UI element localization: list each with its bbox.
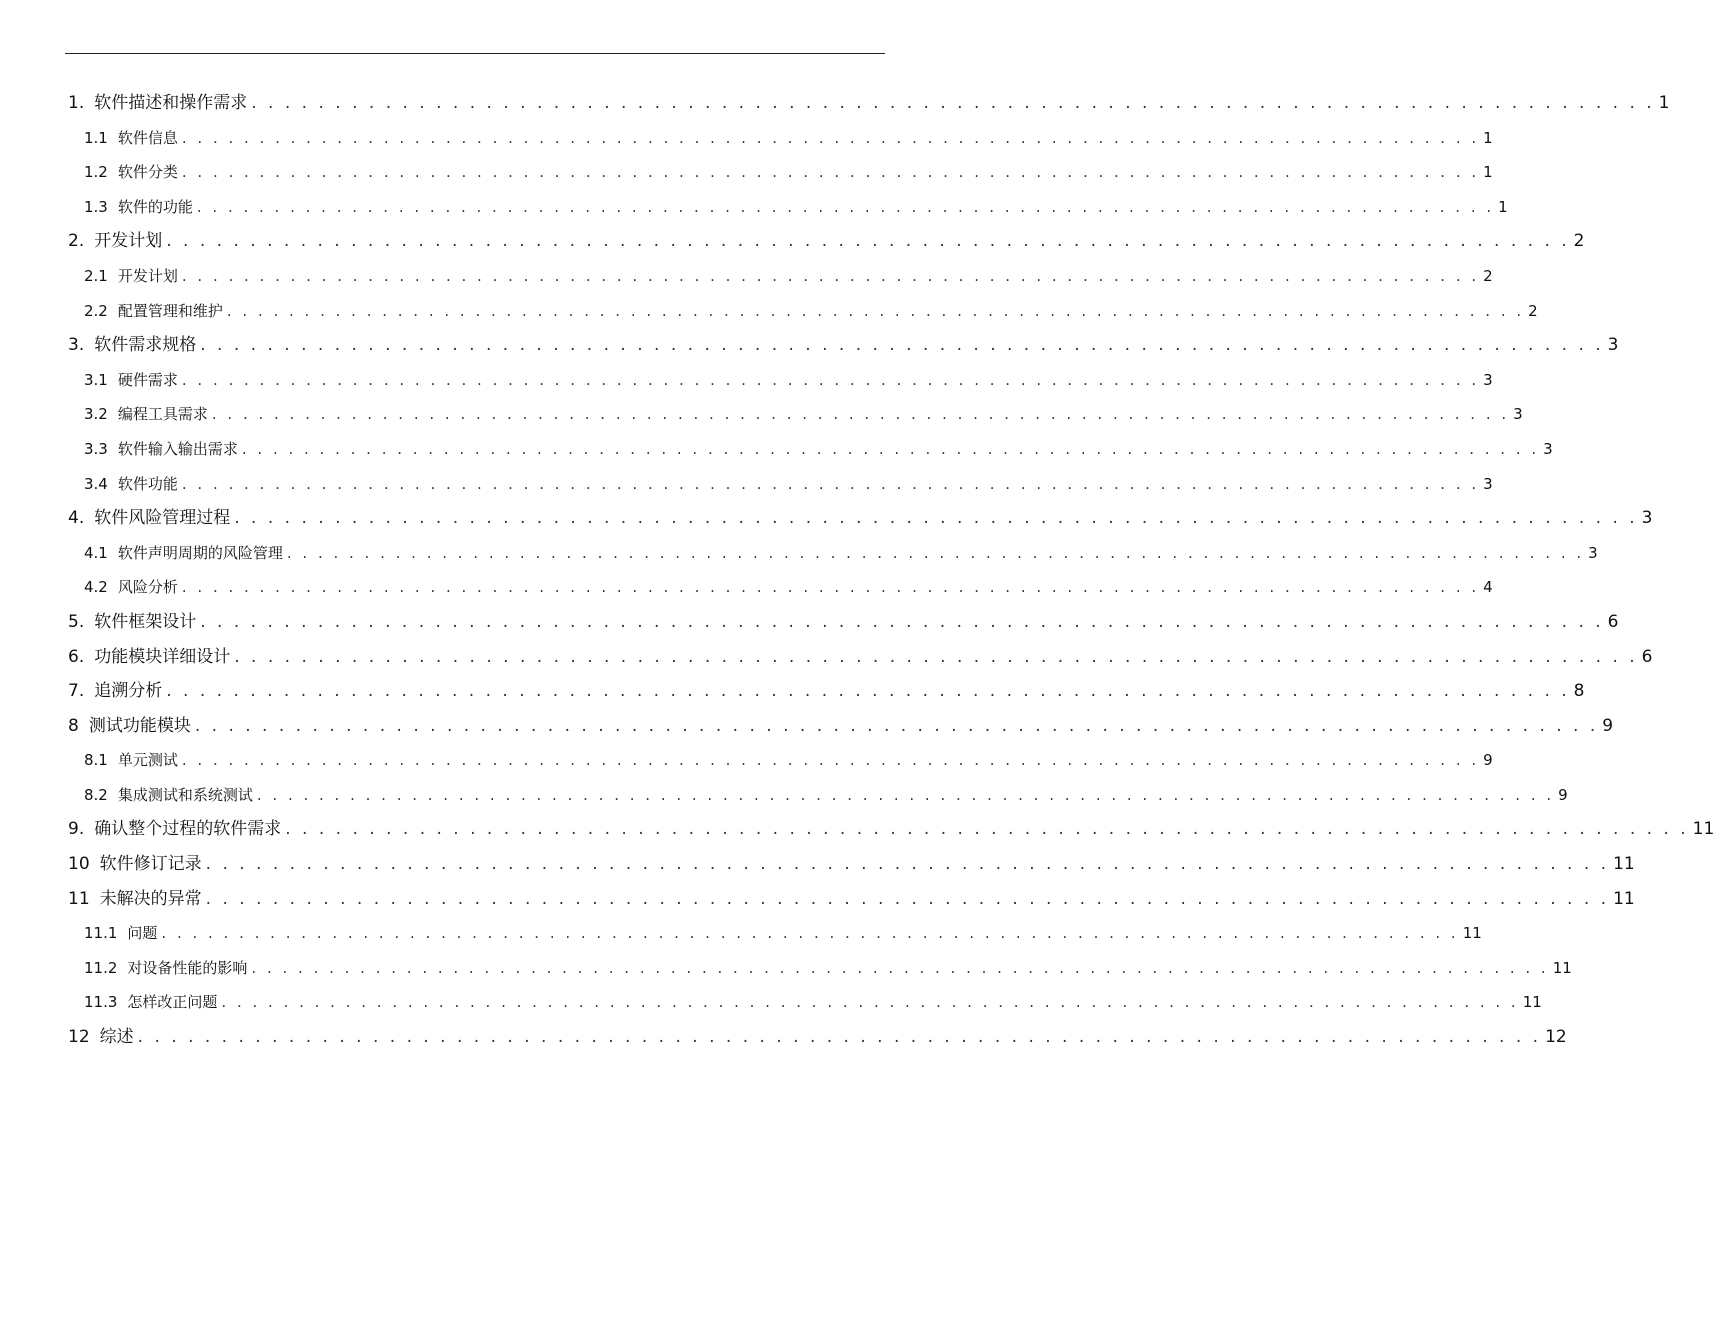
toc-entry[interactable] (0, 432, 1553, 467)
toc-dot-leader: . . . . . . . . . . . . . . . . . . . . . . . . . . . . . . . . . . . . . . . . . . . . . . . . . . . . . . . . . . . . . . . . . . . . . . . . . . . . . . . . . . . . (166, 231, 1570, 252)
toc-entry[interactable] (0, 847, 1635, 882)
toc-entry-number: 2.2 (84, 301, 108, 320)
table-of-contents (0, 86, 1714, 1055)
toc-entry-title: 软件功能 (117, 474, 178, 493)
toc-dot-leader: . . . . . . . . . . . . . . . . . . . . . . . . . . . . . . . . . . . . . . . . . . . . . . . . . . . . . . . . . . . . . . . . . . . . . . . . . . . . . . . . . . . . (285, 819, 1689, 840)
toc-entry[interactable] (0, 1020, 1567, 1055)
toc-entry[interactable] (0, 674, 1585, 709)
toc-entry[interactable] (0, 467, 1493, 502)
toc-entry-number: 12 (68, 1027, 90, 1048)
toc-entry-page-number: 9 (1483, 751, 1493, 770)
toc-entry[interactable] (0, 778, 1568, 813)
toc-entry-page-number: 3 (1483, 474, 1493, 493)
toc-entry-title: 对设备性能的影响 (127, 958, 248, 977)
toc-entry-number: 1.2 (84, 163, 108, 182)
toc-entry-page-number: 11 (1613, 888, 1635, 909)
toc-entry-title: 软件声明周期的风险管理 (117, 543, 283, 562)
toc-dot-leader: . . . . . . . . . . . . . . . . . . . . . . . . . . . . . . . . . . . . . . . . . . . . . . . . . . . . . . . . . . . . . . . . . . . . . . . . . . . . . . . . . . . . (234, 508, 1638, 529)
toc-entry[interactable] (0, 812, 1714, 847)
toc-entry-title: 集成测试和系统测试 (117, 785, 253, 804)
toc-entry-title: 单元测试 (117, 751, 178, 770)
toc-entry-page-number: 3 (1543, 439, 1553, 458)
toc-entry-number: 3.2 (84, 405, 108, 424)
toc-entry-page-number: 4 (1483, 578, 1493, 597)
toc-dot-leader: . . . . . . . . . . . . . . . . . . . . . . . . . . . . . . . . . . . . . . . . . . . . . . . . . . . . . . . . . . . . . . . . . . . . . . . . . . . . . . . . . . . . (251, 93, 1655, 113)
toc-entry[interactable] (0, 951, 1572, 986)
toc-entry-page-number: 1 (1483, 163, 1493, 182)
toc-entry-title: 软件框架设计 (94, 611, 197, 632)
toc-entry[interactable] (0, 709, 1614, 744)
toc-entry-number: 3.3 (84, 439, 108, 458)
toc-entry-page-number: 11 (1613, 854, 1635, 875)
toc-entry-number: 8.2 (84, 785, 108, 804)
toc-entry[interactable] (0, 536, 1598, 571)
toc-entry[interactable] (0, 328, 1619, 363)
toc-entry-number: 1.1 (84, 128, 108, 147)
toc-entry[interactable] (0, 190, 1508, 225)
toc-entry-number: 11.3 (84, 993, 118, 1012)
toc-entry[interactable] (0, 121, 1493, 156)
toc-entry-number: 11 (68, 888, 90, 909)
toc-entry-number: 3.4 (84, 474, 108, 493)
toc-entry-number: 11.2 (84, 958, 118, 977)
toc-entry[interactable] (0, 294, 1538, 329)
toc-entry-page-number: 11 (1462, 924, 1482, 943)
toc-entry-number: 8.1 (84, 751, 108, 770)
toc-entry-title: 软件的功能 (117, 197, 193, 216)
toc-entry-page-number: 9 (1602, 715, 1614, 736)
toc-dot-leader: . . . . . . . . . . . . . . . . . . . . . . . . . . . . . . . . . . . . . . . . . . . . . . . . . . . . . . . . . . . . . . . . . . . . . . . . . . . . . . . . . . . . (181, 128, 1480, 147)
toc-dot-leader: . . . . . . . . . . . . . . . . . . . . . . . . . . . . . . . . . . . . . . . . . . . . . . . . . . . . . . . . . . . . . . . . . . . . . . . . . . . . . . . . . . . . (181, 266, 1480, 285)
toc-entry[interactable] (0, 397, 1523, 432)
toc-entry-number: 4.1 (84, 543, 108, 562)
toc-dot-leader: . . . . . . . . . . . . . . . . . . . . . . . . . . . . . . . . . . . . . . . . . . . . . . . . . . . . . . . . . . . . . . . . . . . . . . . . . . . . . . . . . . . . (226, 301, 1525, 320)
toc-entry-page-number: 12 (1545, 1027, 1567, 1048)
toc-entry-title: 测试功能模块 (88, 715, 191, 736)
toc-dot-leader: . . . . . . . . . . . . . . . . . . . . . . . . . . . . . . . . . . . . . . . . . . . . . . . . . . . . . . . . . . . . . . . . . . . . . . . . . . . . . . . . . . . . (241, 439, 1540, 458)
toc-entry-title: 软件输入输出需求 (117, 439, 238, 458)
toc-dot-leader: . . . . . . . . . . . . . . . . . . . . . . . . . . . . . . . . . . . . . . . . . . . . . . . . . . . . . . . . . . . . . . . . . . . . . . . . . . . . . . . . . . . . (181, 751, 1480, 770)
toc-dot-leader: . . . . . . . . . . . . . . . . . . . . . . . . . . . . . . . . . . . . . . . . . . . . . . . . . . . . . . . . . . . . . . . . . . . . . . . . . . . . . . . . . . . . (256, 785, 1555, 804)
header-rule (65, 53, 885, 54)
toc-dot-leader: . . . . . . . . . . . . . . . . . . . . . . . . . . . . . . . . . . . . . . . . . . . . . . . . . . . . . . . . . . . . . . . . . . . . . . . . . . . . . . . . . . . . (200, 611, 1604, 632)
toc-entry-page-number: 2 (1528, 301, 1538, 320)
toc-entry-title: 软件需求规格 (94, 335, 197, 356)
toc-entry-title: 开发计划 (94, 231, 163, 252)
toc-entry-number: 4. (68, 508, 85, 529)
toc-dot-leader: . . . . . . . . . . . . . . . . . . . . . . . . . . . . . . . . . . . . . . . . . . . . . . . . . . . . . . . . . . . . . . . . . . . . . . . . . . . . . . . . . . . . (137, 1027, 1542, 1048)
toc-dot-leader: . . . . . . . . . . . . . . . . . . . . . . . . . . . . . . . . . . . . . . . . . . . . . . . . . . . . . . . . . . . . . . . . . . . . . . . . . . . . . . . . . . . . (166, 681, 1570, 702)
toc-entry-page-number: 11 (1692, 819, 1714, 840)
toc-entry-page-number: 9 (1558, 785, 1568, 804)
toc-entry-title: 未解决的异常 (99, 888, 202, 909)
toc-entry-page-number: 3 (1588, 543, 1598, 562)
toc-dot-leader: . . . . . . . . . . . . . . . . . . . . . . . . . . . . . . . . . . . . . . . . . . . . . . . . . . . . . . . . . . . . . . . . . . . . . . . . . . . . . . . . . . . . (181, 474, 1480, 493)
toc-entry-page-number: 6 (1641, 646, 1653, 667)
toc-entry[interactable] (0, 640, 1653, 675)
toc-entry[interactable] (0, 570, 1493, 605)
toc-entry[interactable] (0, 605, 1619, 640)
toc-entry-page-number: 11 (1552, 958, 1572, 977)
toc-entry[interactable] (0, 86, 1670, 121)
toc-entry-number: 4.2 (84, 578, 108, 597)
toc-entry-page-number: 3 (1641, 508, 1653, 529)
toc-dot-leader: . . . . . . . . . . . . . . . . . . . . . . . . . . . . . . . . . . . . . . . . . . . . . . . . . . . . . . . . . . . . . . . . . . . . . . . . . . . . . . . . . . . . (181, 578, 1480, 597)
toc-entry-number: 7. (68, 681, 85, 702)
toc-entry-number: 8 (68, 715, 79, 736)
toc-entry-number: 1. (68, 93, 85, 113)
toc-dot-leader: . . . . . . . . . . . . . . . . . . . . . . . . . . . . . . . . . . . . . . . . . . . . . . . . . . . . . . . . . . . . . . . . . . . . . . . . . . . . . . . . . . . . (200, 335, 1604, 356)
toc-entry-number: 10 (68, 854, 90, 875)
toc-entry-number: 3.1 (84, 370, 108, 389)
toc-entry-title: 追溯分析 (94, 681, 163, 702)
toc-entry-page-number: 1 (1498, 197, 1508, 216)
toc-entry[interactable] (0, 985, 1542, 1020)
toc-entry-title: 问题 (127, 924, 158, 943)
toc-dot-leader: . . . . . . . . . . . . . . . . . . . . . . . . . . . . . . . . . . . . . . . . . . . . . . . . . . . . . . . . . . . . . . . . . . . . . . . . . . . . . . . . . . . . (205, 888, 1610, 909)
toc-entry-page-number: 11 (1522, 993, 1542, 1012)
toc-entry-page-number: 2 (1483, 266, 1493, 285)
toc-entry-title: 确认整个过程的软件需求 (94, 819, 282, 840)
toc-entry-number: 2. (68, 231, 85, 252)
toc-dot-leader: . . . . . . . . . . . . . . . . . . . . . . . . . . . . . . . . . . . . . . . . . . . . . . . . . . . . . . . . . . . . . . . . . . . . . . . . . . . . . . . . . . . . (234, 646, 1638, 667)
toc-dot-leader: . . . . . . . . . . . . . . . . . . . . . . . . . . . . . . . . . . . . . . . . . . . . . . . . . . . . . . . . . . . . . . . . . . . . . . . . . . . . . . . . . . . . (205, 854, 1610, 875)
toc-dot-leader: . . . . . . . . . . . . . . . . . . . . . . . . . . . . . . . . . . . . . . . . . . . . . . . . . . . . . . . . . . . . . . . . . . . . . . . . . . . . . . . . . . . . (181, 370, 1480, 389)
toc-dot-leader: . . . . . . . . . . . . . . . . . . . . . . . . . . . . . . . . . . . . . . . . . . . . . . . . . . . . . . . . . . . . . . . . . . . . . . . . . . . . . . . . . . . . (286, 543, 1585, 562)
toc-entry-number: 3. (68, 335, 85, 356)
toc-entry-number: 11.1 (84, 924, 118, 943)
toc-dot-leader: . . . . . . . . . . . . . . . . . . . . . . . . . . . . . . . . . . . . . . . . . . . . . . . . . . . . . . . . . . . . . . . . . . . . . . . . . . . . . . . . . . . . (251, 958, 1549, 977)
toc-entry-page-number: 8 (1573, 681, 1585, 702)
toc-entry[interactable] (0, 916, 1482, 951)
toc-dot-leader: . . . . . . . . . . . . . . . . . . . . . . . . . . . . . . . . . . . . . . . . . . . . . . . . . . . . . . . . . . . . . . . . . . . . . . . . . . . . . . . . . . . . (211, 405, 1510, 424)
toc-entry-number: 6. (68, 646, 85, 667)
toc-entry-title: 综述 (99, 1027, 134, 1048)
toc-entry-number: 5. (68, 611, 85, 632)
toc-entry-title: 软件分类 (117, 163, 178, 182)
toc-entry[interactable] (0, 259, 1493, 294)
toc-entry-page-number: 6 (1607, 611, 1619, 632)
toc-entry-title: 风险分析 (117, 578, 178, 597)
toc-entry[interactable] (0, 224, 1585, 259)
toc-entry-title: 软件风险管理过程 (94, 508, 231, 529)
toc-entry[interactable] (0, 501, 1653, 536)
toc-entry-title: 软件描述和操作需求 (94, 93, 248, 113)
toc-dot-leader: . . . . . . . . . . . . . . . . . . . . . . . . . . . . . . . . . . . . . . . . . . . . . . . . . . . . . . . . . . . . . . . . . . . . . . . . . . . . . . . . . . . . (161, 924, 1459, 943)
toc-dot-leader: . . . . . . . . . . . . . . . . . . . . . . . . . . . . . . . . . . . . . . . . . . . . . . . . . . . . . . . . . . . . . . . . . . . . . . . . . . . . . . . . . . . . (221, 993, 1519, 1012)
toc-entry-title: 开发计划 (117, 266, 178, 285)
toc-entry-title: 功能模块详细设计 (94, 646, 231, 667)
toc-entry[interactable] (0, 743, 1493, 778)
toc-entry[interactable] (0, 155, 1493, 190)
toc-dot-leader: . . . . . . . . . . . . . . . . . . . . . . . . . . . . . . . . . . . . . . . . . . . . . . . . . . . . . . . . . . . . . . . . . . . . . . . . . . . . . . . . . . . . (194, 715, 1599, 736)
toc-entry-page-number: 3 (1513, 405, 1523, 424)
toc-entry-page-number: 2 (1573, 231, 1585, 252)
toc-entry-page-number: 3 (1483, 370, 1493, 389)
toc-entry-number: 9. (68, 819, 85, 840)
toc-entry-page-number: 3 (1607, 335, 1619, 356)
toc-entry[interactable] (0, 882, 1635, 917)
toc-entry-title: 编程工具需求 (117, 405, 208, 424)
toc-entry-number: 2.1 (84, 266, 108, 285)
toc-entry-number: 1.3 (84, 197, 108, 216)
toc-entry-title: 配置管理和维护 (117, 301, 223, 320)
toc-entry-title: 怎样改正问题 (127, 993, 218, 1012)
toc-entry-title: 硬件需求 (117, 370, 178, 389)
toc-entry[interactable] (0, 363, 1493, 398)
toc-entry-page-number: 1 (1658, 93, 1670, 113)
toc-dot-leader: . . . . . . . . . . . . . . . . . . . . . . . . . . . . . . . . . . . . . . . . . . . . . . . . . . . . . . . . . . . . . . . . . . . . . . . . . . . . . . . . . . . . (181, 163, 1480, 182)
toc-entry-title: 软件修订记录 (99, 854, 202, 875)
toc-dot-leader: . . . . . . . . . . . . . . . . . . . . . . . . . . . . . . . . . . . . . . . . . . . . . . . . . . . . . . . . . . . . . . . . . . . . . . . . . . . . . . . . . . . . (196, 197, 1495, 216)
toc-entry-page-number: 1 (1483, 128, 1493, 147)
toc-entry-title: 软件信息 (117, 128, 178, 147)
